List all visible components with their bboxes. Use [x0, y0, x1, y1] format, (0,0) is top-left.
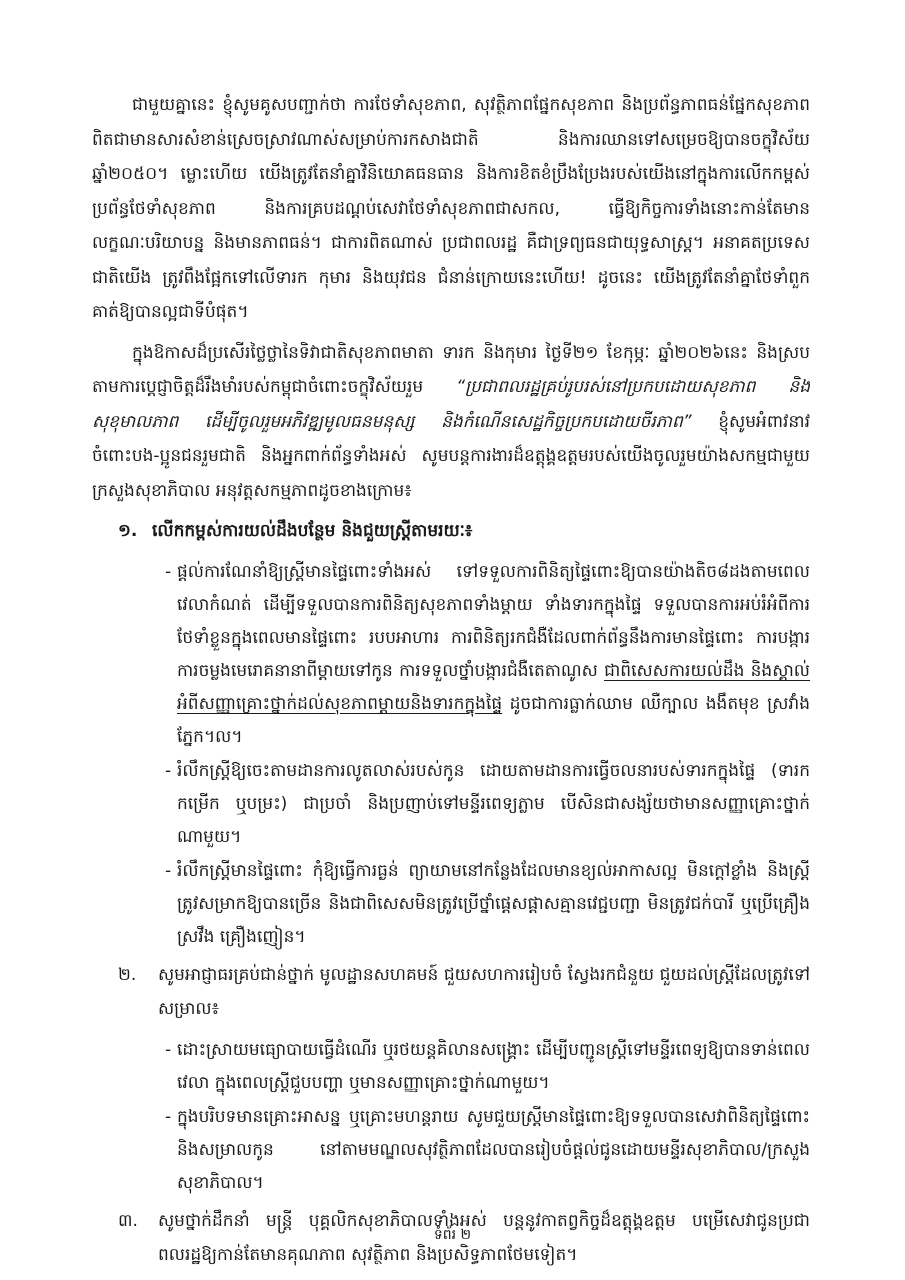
section-3-number: ៣. — [118, 1211, 138, 1231]
section-2-number: ២. — [118, 965, 137, 985]
list-item — [165, 556, 810, 754]
list-item — [165, 855, 810, 954]
bullet-marker: - — [165, 1107, 172, 1127]
section-1-bullet-3: រំលឹកស្ត្រីមានផ្ទៃពោះ កុំឱ្យធ្វើការធ្ងន់ ព្យាយាមនៅកន្លែងដែលមានខ្យល់អាកាសល្អ មិនក្តៅខ្លាំង និងស្ត្រីត្រូវសម្រាកឱ្យបានច្រើន និងជាពិសេសមិនត្រូវប្រើថ្នាំផ្តេសផ្តាសគ្មានវេជ្ជបញ្ជា មិនត្រូវជក់បារី ឬប្រើគ្រឿងស្រវឹង គ្រឿងញៀន។ — [177, 861, 810, 947]
section-1-bullet-2: រំលឹកស្ត្រីឱ្យចេះតាមដានការលូតលាស់របស់កូន ដោយតាមដានការធ្វើចលនារបស់ទារកក្នុងផ្ទៃ (ទារកកម្រើក ឬបម្រះ) ជាប្រចាំ និងប្រញាប់ទៅមន្ទីរពេទ្យភ្លាម បើសិនជាសង្ស័យថាមានសញ្ញាគ្រោះថ្នាក់ណាមួយ។ — [177, 761, 810, 847]
paragraph-2-intro: ក្នុងឱកាសដ៏ប្រសើរថ្លៃថ្លានៃទិវាជាតិសុខភាពមាតា ទារក និងកុមារ ថ្ងៃទី២១ ខែកុម្ភៈ ឆ្នាំ២០២៦នេះ និងស្របតាមការប្តេជ្ញាចិត្តដ៏រឹងមាំរបស់កម្ពុជាចំពោះចក្ខុវិស័យរួម — [92, 342, 810, 397]
bullet-marker: - — [165, 861, 172, 881]
section-1-bullet-1 — [177, 556, 810, 754]
bullet-marker: - — [165, 761, 172, 781]
list-item — [165, 755, 810, 854]
section-2-title: សូមអាជ្ញាធរគ្រប់ជាន់ថ្នាក់ មូលដ្ឋានសហគមន៍ ជួយសហការរៀបចំ ស្វែងរកជំនួយ ជួយដល់ស្ត្រីដែលត្រូវទៅសម្រាល៖ — [158, 965, 810, 1019]
bullet-text: ផ្តល់ការណែនាំឱ្យស្ត្រីមានផ្ទៃពោះទាំងអស់ ទៅទទួលការពិនិត្យផ្ទៃពោះឱ្យបានយ៉ាងតិច៨ដងតាមពេលវេលាកំណត់ ដើម្បីទទួលបានការពិនិត្យសុខភាពទាំងម្តាយ ទាំងទារកក្នុងផ្ទៃ ទទួលបានការអប់រំអំពីការថែទាំខ្លួនក្នុងពេលមានផ្ទៃពោះ របបអាហារ ការពិនិត្យរកជំងឺដែលពាក់ព័ន្ធនឹងការមានផ្ទៃពោះ ការបង្ការការចម្លងមេរោគនានាពីម្តាយទៅកូន ការទទួលថ្នាំបង្ការជំងឺតេតាណូស — [177, 562, 810, 681]
section-2-list — [92, 1034, 810, 1200]
paragraph-2 — [92, 336, 810, 509]
page-number: ទំព័រ ២ — [433, 1227, 472, 1243]
section-2-heading — [118, 958, 810, 1026]
paragraph-2-end: ខ្ញុំសូមអំពាវនាវចំពោះបង-ប្អូនជនរួមជាតិ និងអ្នកពាក់ព័ន្ធទាំងអស់ សូមបន្តការងារដ៏ឧត្តុង្គឧត្តមរបស់យើងចូលរួមយ៉ាងសកម្មជាមួយក្រសួងសុខាភិបាល អនុវត្តសកម្មភាពដូចខាងក្រោម៖ — [92, 411, 810, 501]
paragraph-1: ជាមួយគ្នានេះ ខ្ញុំសូមគូសបញ្ជាក់ថា ការថែទាំសុខភាព, សុវត្ថិភាពផ្នែកសុខភាព និងប្រព័ន្ធភាពធន់ផ្នែកសុខភាព ពិតជាមានសារសំខាន់ស្រេចស្រាវណាស់សម្រាប់ការកសាងជាតិ និងការឈានទៅសម្រេចឱ្យបានចក្ខុវិស័យឆ្នាំ២០៥០។ ម្លោះហើយ យើងត្រូវតែនាំគ្នាវិនិយោគធនធាន និងការខិតខំប្រឹងប្រែងរបស់យើងនៅក្នុងការលើកកម្ពស់ ប្រព័ន្ធថែទាំសុខភាព និងការគ្របដណ្តប់សេវាថែទាំសុខភាពជាសកល, ធ្វើឱ្យកិច្ចការទាំងនោះកាន់តែមានលក្ខណៈបរិយាបន្ន និងមានភាពធន់។ ជាការពិតណាស់ ប្រជាពលរដ្ឋ គឺជាទ្រព្យធនជាយុទ្ធសាស្ត្រ។ អនាគតប្រទេសជាតិយើង ត្រូវពឹងផ្អែកទៅលើទារក កុមារ និងយុវជន ជំនាន់ក្រោយនេះហើយ! ដូចនេះ យើងត្រូវតែនាំគ្នាថែទាំពួកគាត់ឱ្យបានល្អជាទីបំផុត។ — [92, 95, 810, 322]
bullet-text: ដូចជាការធ្លាក់ឈាម ឈឺក្បាល ងងឹតមុខ ស្រវាំងភ្នែក។ល។ — [177, 694, 810, 747]
bullet-marker: - — [165, 1040, 172, 1060]
section-1-list — [92, 556, 810, 954]
list-item — [165, 1034, 810, 1100]
section-1-title: លើកកម្ពស់ការយល់ដឹងបន្ថែម និងជួយស្ត្រីតាមរយៈ៖ — [152, 521, 473, 541]
section-2-bullet-1: ដោះស្រាយមធ្យោបាយធ្វើដំណើរ ឬរថយន្តគិលានសង្គ្រោះ ដើម្បីបញ្ជូនស្ត្រីទៅមន្ទីរពេទ្យឱ្យបានទាន់ពេលវេលា ក្នុងពេលស្ត្រីជួបបញ្ហា ឬមានសញ្ញាគ្រោះថ្នាក់ណាមួយ។ — [177, 1040, 810, 1093]
bullet-marker: - — [165, 562, 172, 582]
section-3-text: សូមថ្នាក់ដឹកនាំ មន្ត្រី បុគ្គលិកសុខាភិបាលទាំងអស់ បន្តនូវកាតព្វកិច្ចដ៏ឧត្តុង្គឧត្តម បម្រើសេវាជូនប្រជាពលរដ្ឋឱ្យកាន់តែមានគុណភាព សុវត្ថិភាព និងប្រសិទ្ធភាពថែមទៀត។ — [158, 1211, 810, 1265]
paragraph-2-quote: “ប្រជាពលរដ្ឋគ្រប់រូបរស់នៅប្រកបដោយសុខភាព និងសុខុមាលភាព ដើម្បីចូលរួមអភិវឌ្ឍមូលធនមនុស្ស និងកំណើនសេដ្ឋកិច្ចប្រកបដោយចីរភាព” — [92, 377, 811, 432]
list-item — [165, 1101, 810, 1200]
underlined-text: ជាពិសេសការយល់ដឹង និងស្គាល់អំពីសញ្ញាគ្រោះថ្នាក់ដល់សុខភាពម្តាយនិងទារកក្នុងផ្ទៃ — [177, 661, 810, 714]
section-1-heading — [118, 514, 810, 548]
section-2-bullet-2: ក្នុងបរិបទមានគ្រោះអាសន្ន ឬគ្រោះមហន្តរាយ សូមជួយស្ត្រីមានផ្ទៃពោះឱ្យទទួលបានសេវាពិនិត្យផ្ទៃពោះ និងសម្រាលកូន នៅតាមមណ្ឌលសុវត្ថិភាពដែលបានរៀបចំផ្តល់ជូនដោយមន្ទីរសុខាភិបាល/ក្រសួងសុខាភិបាល។ — [177, 1107, 810, 1193]
section-1-number: ១. — [118, 521, 138, 541]
